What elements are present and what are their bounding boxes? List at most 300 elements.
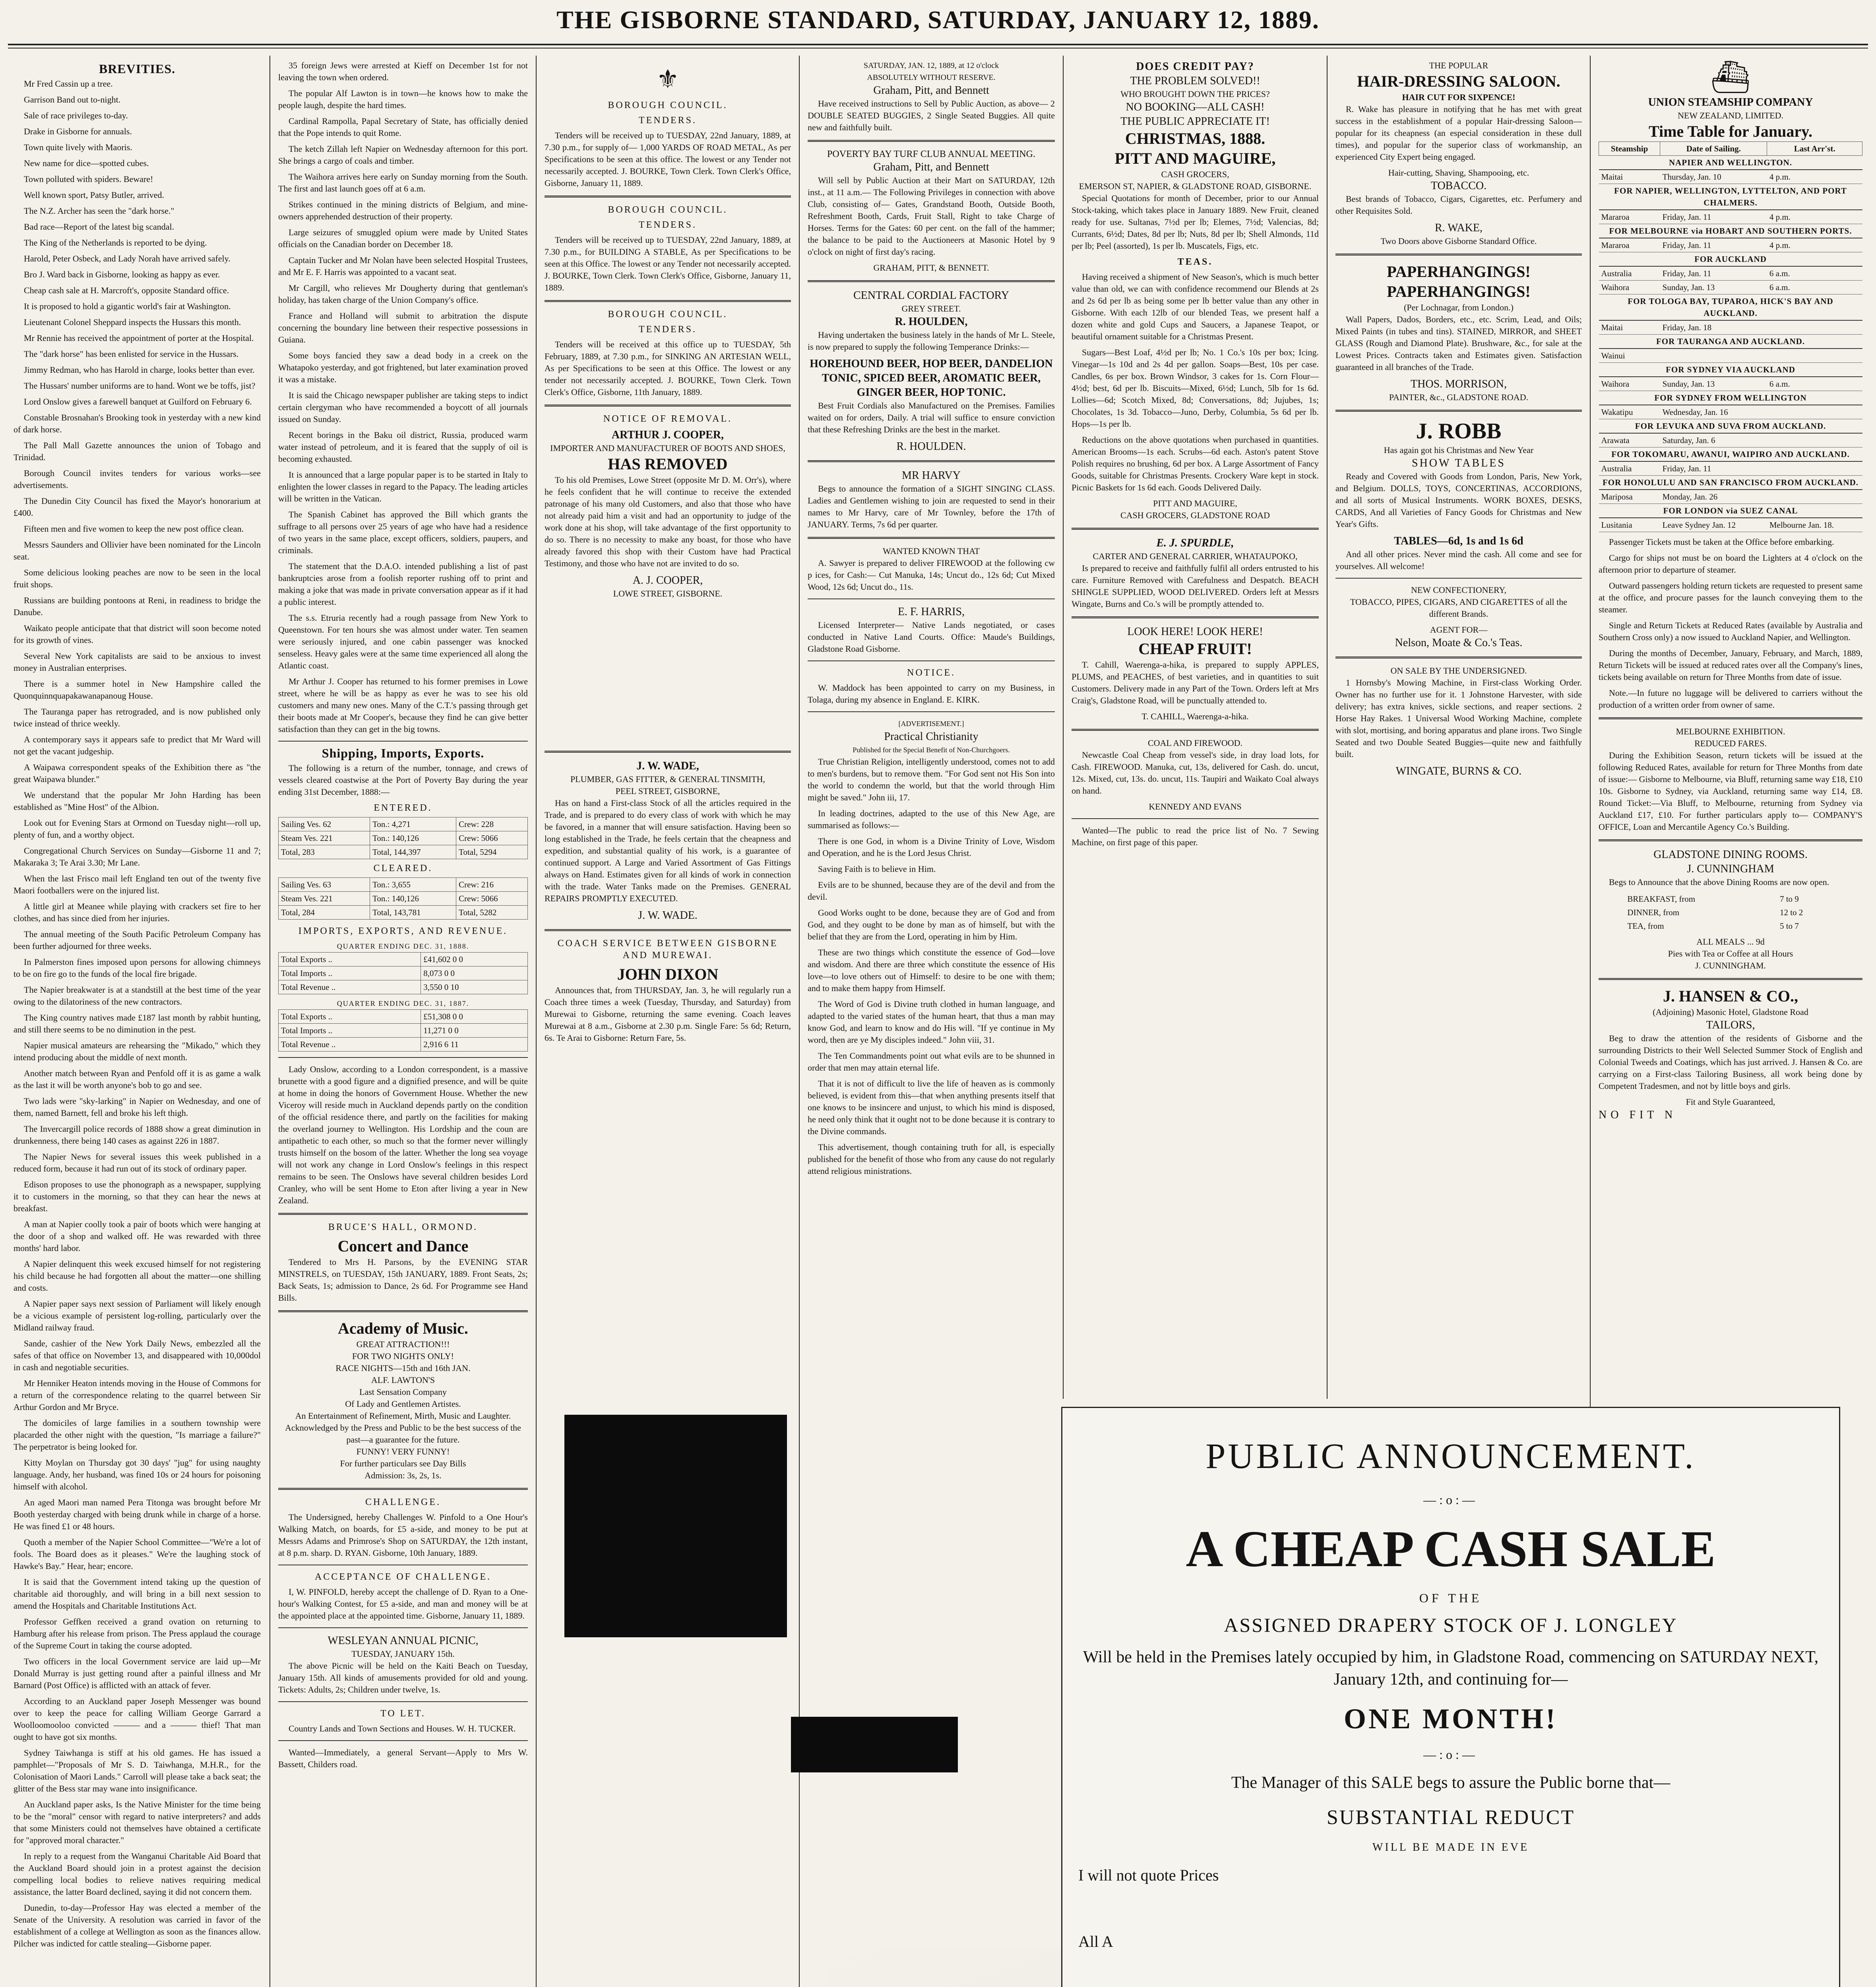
news-paragraph: The Spanish Cabinet has approved the Bill which grants the suffrage to all persons over 25 years of age who have had a residence of two years in the same place, except officers, soldiers, paupers, and criminals.	[278, 509, 528, 555]
news-paragraph: France and Holland will submit to arbitration the dispute concerning the boundary line between their respective possessions in Guiana.	[278, 311, 528, 345]
morrison-address: PAINTER, &c., GLADSTONE ROAD.	[1389, 392, 1529, 402]
divider	[278, 1310, 528, 1312]
cheap-fruit: CHEAP FRUIT!	[1138, 640, 1252, 658]
academy-line: GREAT ATTRACTION!!!	[356, 1339, 450, 1349]
sailing-cell: Lusitania	[1599, 518, 1660, 532]
divider	[808, 537, 1055, 539]
brevity-item: Edison proposes to use the phonograph as a newspaper, supplying it to customers in the morning, so that they can hear the news at breakfast.	[14, 1179, 261, 1213]
table-cell: 11,271 0 0	[421, 1024, 528, 1038]
news-paragraph: It is announced that a large popular paper is to be started in Italy to enlighten the lower classes in regard to the Papacy. The leading articles will be written in the Vatican.	[278, 470, 528, 504]
destination-row	[1599, 447, 1862, 462]
pitt-maguire-body: Special Quotations for month of December, prior to our Annual Stock-taking, which takes place in January 1889. New Fruit, cleaned ready for use. Sultanas, 7½d per lb; Elemes, 7½d; Valencias, 8d; Currants, 6½d; Dates, 8d per lb; Nuts, 8d per lb; Shell Almonds, 11d per lb; Peel (assorted), 1s per lb. Muscatels, Figs, etc.	[1072, 193, 1319, 251]
destination-cell: FOR TOLOGA BAY, TUPAROA, HICK'S BAY AND AUCKLAND.	[1599, 294, 1862, 321]
column-divider	[536, 56, 537, 1987]
destination-cell: FOR MELBOURNE via HOBART AND SOUTHERN PORTS.	[1599, 224, 1862, 238]
table-row	[279, 966, 528, 980]
pitt-maguire-prices: Sugars—Best Loaf, 4½d per lb; No. 1 Co.'s 10s per box; Icing. Vinegar—1s 10d and 2s 4d per gallon. Soaps—Best, 10s per case. Candles, 6s per box. Brown Windsor, 3 cakes for 1s. Corn Flour—4½d; best, 6d per lb. Biscuits—Mixed, 6½d; Lunch, 5lb for 1s 6d. Lollies—6d; Scotch Mixed, 8d; Conversations, 8d; Jujubes, 1s; Chocolates, 1s 3d. Tobacco—Juno, Derby, Columbia, 5s 6d per lb. Hops—1s per lb.	[1072, 347, 1319, 429]
borough-heading: BOROUGH COUNCIL.	[608, 100, 728, 110]
cahill-body: T. Cahill, Waerenga-a-hika, is prepared to supply APPLES, PLUMS, and PEACHES, of best varieties, and in quantities to suit Customers. Delivery made in any Part of the Town. Orders left at Mrs Craig's, Gladstone Road, will be punctually attended to.	[1072, 660, 1319, 705]
robb-show-tables: SHOW TABLES	[1412, 457, 1506, 469]
table-row	[279, 878, 528, 892]
quarter-1887-heading: QUARTER ENDING DEC. 31, 1887.	[337, 999, 469, 1007]
brevity-item: There is a summer hotel in New Hampshire called the Quonquinnquapakawanapanoug House.	[14, 679, 261, 701]
sailing-cell: Friday, Jan. 11	[1660, 461, 1767, 476]
brevity-item: The Invercargill police records of 1888 show a great diminution in drunkenness, there being 140 cases as against 226 in 1887.	[14, 1124, 261, 1146]
table-cell: £41,602 0 0	[421, 953, 528, 966]
sailing-cell	[1660, 349, 1767, 363]
expo-heading: MELBOURNE EXHIBITION.	[1676, 726, 1785, 736]
brevity-item: New name for dice—spotted cubes.	[24, 158, 149, 168]
meal-row	[1625, 892, 1836, 906]
divider	[1335, 410, 1582, 412]
meal-cell: 12 to 2	[1779, 908, 1803, 917]
column-grocers	[1066, 60, 1324, 1403]
pitt-maguire-trade: CASH GROCERS,	[1161, 169, 1229, 179]
robb-body: Has again got his Christmas and New Year	[1384, 445, 1534, 455]
usc-note: During the months of December, January, February, and March, 1889, Return Tickets will be issued at reduced rates over all the Company's lines, tickets being available on return for Three Months from date of issue.	[1599, 648, 1862, 682]
christianity-heading: Practical Christianity	[884, 730, 979, 743]
turf-body: Will sell by Public Auction at their Mart on SATURDAY, 12th inst., at 11 a.m.— The Following Privileges in connection with above Club, consisting of— Gates, Grandstand Booth, Outside Booth, Refreshment Booth, Cards, Fruit Stall, Right to take Charge of Horses. Terms for the Gates: 60 per cent. on the fall of the hammer; the balance to be paid to the Auctioneers at Masonic Hotel by 9 o'clock on night of first day's racing.	[808, 175, 1055, 257]
nelson-teas: Nelson, Moate & Co.'s Teas.	[1395, 637, 1523, 649]
pitt-maguire-sign: PITT AND MAGUIRE,	[1153, 498, 1237, 508]
brevity-item: A contemporary says it appears safe to predict that Mr Ward will not get the vacant judgeship.	[14, 734, 261, 756]
haircut-line: HAIR CUT FOR SIXPENCE!	[1402, 92, 1516, 102]
divider	[1599, 839, 1862, 841]
table-row	[279, 953, 528, 966]
brevity-item: Bad race—Report of the latest big scandal.	[24, 222, 174, 232]
wake-sign: R. WAKE,	[1434, 222, 1483, 234]
academy-line: Admission: 3s, 2s, 1s.	[364, 1470, 442, 1480]
concert-dance-heading: Concert and Dance	[337, 1237, 469, 1255]
brevity-item: It is proposed to hold a gigantic world's fair at Washington.	[24, 301, 231, 311]
table-cell: Total, 283	[279, 845, 370, 859]
onsale-heading: ON SALE BY THE UNDERSIGNED.	[1390, 666, 1527, 676]
brevity-item: Russians are building pontoons at Reni, in readiness to bridge the Danube.	[14, 595, 261, 617]
auction-date: SATURDAY, JAN. 12, 1889, at 12 o'clock	[863, 61, 999, 70]
destination-row	[1599, 335, 1862, 349]
column-divider	[1063, 56, 1064, 1399]
brevity-item: Sale of race privileges to-day.	[24, 110, 128, 120]
brevity-item: Mr Rennie has received the appointment of porter at the Hospital.	[24, 333, 254, 343]
brevity-item: Congregational Church Services on Sunday—Gisborne 11 and 7; Makaraka 3; Te Arai 3.30; Mr Lane.	[14, 846, 261, 868]
christianity-paragraph: True Christian Religion, intelligently understood, comes not to add to men's burdens, but to remove them. "For God sent not His Son into the world to condemn the world, but that the world through Him might be saved." John iii, 17.	[808, 757, 1055, 802]
table-header-cell: Steamship	[1599, 142, 1660, 156]
divider	[808, 660, 1055, 661]
brevity-item: An Auckland paper asks, Is the Native Minister for the time being to be the "moral" censor with regard to native interpreters? and adds that some Ministers could not themselves have obtained a certificate for "approved moral character."	[14, 1799, 261, 1845]
brevity-item: An aged Maori man named Pera Titonga was brought before Mr Booth yesterday charged with being drunk while in charge of a horse. He was fined £1 or 48 hours.	[14, 1497, 261, 1531]
divider	[545, 196, 791, 198]
cooper-body: To his old Premises, Lowe Street (opposite Mr D. M. Orr's), where he feels confident that he will continue to receive the extended patronage of his many old Customers, and also that those who have not already paid him a visit and had an opportunity to judge of the work done at his shop, will take advantage of the first opportunity to do so. There is no necessity to make any boast, for those who have already favored this shop with their Custom have had Practical Testimony, and those who have not are invited to do so.	[545, 475, 791, 568]
sailing-cell: Monday, Jan. 26	[1660, 490, 1767, 504]
destination-cell: FOR NAPIER, WELLINGTON, LYTTELTON, AND PORT CHALMERS.	[1599, 184, 1862, 210]
column-divider	[1327, 56, 1328, 1399]
brevity-item: Waikato people anticipate that that district will soon become noted for its growth of vines.	[14, 623, 261, 645]
meal-row	[1625, 906, 1836, 919]
cordial-address: GREY STREET.	[901, 304, 961, 314]
tolet-heading: TO LET.	[380, 1708, 426, 1719]
divider	[278, 1057, 528, 1058]
brevities-heading: BREVITIES.	[99, 62, 176, 76]
cooper-trade: IMPORTER AND MANUFACTURER OF BOOTS AND SHOES,	[550, 443, 785, 453]
destination-cell: FOR SYDNEY VIA AUCKLAND	[1599, 363, 1862, 377]
brevity-item: Quoth a member of the Napier School Committee—"We're a lot of fools. The Board does as it pleases." We're the laughing stock of Hawke's Bay." Hear, hear; encore.	[14, 1537, 261, 1571]
hansen-name: J. HANSEN & CO.,	[1663, 987, 1798, 1005]
divider	[808, 460, 1055, 462]
onslow-paragraph: Lady Onslow, according to a London correspondent, is a massive brunette with a good figure and a dignified presence, and will be quite at home in doing the honors of Government House. Whether the new Viceroy will reside much in Auckland depends partly on the condition of the official residence there, and partly on the facilities for making the overland journey to Wellington. His Lordship and the coun are antipathetic to each other, so much so that the former never willingly trusts himself on the bosom of the latter. Whether the long sea voyage will not work any change in Lord Onslow's feelings in this respect remains to be seen. The Onslows have several children besides Lord Cranley, who will be sent Home to Eton after living a year in New Zealand.	[278, 1064, 528, 1205]
brevity-item: Bro J. Ward back in Gisborne, looking as happy as ever.	[24, 269, 220, 279]
academy-line: Acknowledged by the Press and Public to be the best success of the past—a guarantee for the future.	[285, 1423, 521, 1445]
table-cell: £51,308 0 0	[421, 1010, 528, 1024]
brevity-item: Several New York capitalists are said to be anxious to invest money in Australian enterprises.	[14, 651, 261, 673]
brevity-item: Town quite lively with Maoris.	[24, 142, 132, 152]
ornament-divider: —:o:—	[1423, 1493, 1478, 1507]
destination-cell: FOR HONOLULU AND SAN FRANCISCO FROM AUCKLAND.	[1599, 476, 1862, 490]
divider	[545, 751, 791, 753]
tolet-body: Country Lands and Town Sections and Houses. W. H. TUCKER.	[289, 1724, 516, 1733]
table-cell: Total, 5294	[456, 845, 528, 859]
news-paragraph: 35 foreign Jews were arrested at Kieff on December 1st for not leaving the town when ordered.	[278, 60, 528, 82]
quarter-1888-heading: QUARTER ENDING DEC. 31, 1888.	[337, 942, 469, 950]
brevity-item: Cheap cash sale at H. Marcroft's, opposite Standard office.	[24, 285, 229, 295]
christianity-paragraph: The Word of God is Divine truth clothed in human language, and adapted to the varied states of the human heart, that thus a man may know God, and learn to know and do His will. "If ye continue in My word, then are ye My disciples indeed." John viii, 31.	[808, 999, 1055, 1045]
christianity-paragraph: This advertisement, though containing truth for all, is especially published for the benefit of those who from any cause do not regularly attend religious ministrations.	[808, 1142, 1055, 1176]
no-fit: NO FIT N	[1599, 1109, 1677, 1121]
coal-sign: KENNEDY AND EVANS	[1149, 802, 1242, 811]
destination-cell: FOR LONDON via SUEZ CANAL	[1599, 504, 1862, 518]
dixon-body: Announces that, from THURSDAY, Jan. 3, he will regularly run a Coach three times a week (Tuesday, Thursday, and Saturday) from Murewai to Gisborne, returning the same evening. Coach leaves Murewai at 8 a.m., Gisborne at 2.30 p.m. Single Fare: 5s 6d; Return, 6s. Te Arai to Gisborne: Return Fare, 5s.	[545, 985, 791, 1043]
usc-title: UNION STEAMSHIP COMPANY	[1648, 96, 1813, 108]
wanted-known-body: A. Sawyer is prepared to deliver FIREWOOD at the following cw p ices, for Cash:— Cut Manuka, 14s; Uncut do., 12s 6d; Cut Mixed Wood, 12s 6d; Uncut do., 11s.	[808, 558, 1055, 592]
news-paragraph: Large seizures of smuggled opium were made by United States officials on the Canadian border on December 18.	[278, 227, 528, 249]
news-paragraph: The popular Alf Lawton is in town—he knows how to make the people laugh, despite the hard times.	[278, 88, 528, 110]
ornament-divider: —:o:—	[1423, 1747, 1478, 1762]
news-paragraph: It is said the Chicago newspaper publisher are taking steps to indict certain clergyman who have recommended a boycott of all journals issued on Sunday.	[278, 390, 528, 424]
sailing-cell	[1767, 433, 1862, 447]
sailing-cell: 4 p.m.	[1767, 210, 1862, 224]
cheap-cash-sale-heading: A CHEAP CASH SALE	[1186, 1520, 1716, 1578]
news-paragraph: The s.s. Etruria recently had a rough passage from New York to Queenstown. For ten hours she was almost under water. Ten seamen were seriously injured, and one cabin passenger was knocked senseless. Heavy gales were at the same time experienced all along the Atlantic coast.	[278, 613, 528, 670]
sailing-cell: Maitai	[1599, 320, 1660, 335]
paperhangings-source: (Per Lochnagar, from London.)	[1404, 302, 1514, 312]
brevity-item: A Napier paper says next session of Parliament will likely enough be a vicious example of persistent log-rolling, particularly over the Midland railway fraud.	[14, 1299, 261, 1332]
ire-heading: IMPORTS, EXPORTS, AND REVENUE.	[298, 926, 508, 936]
brevity-item: Dunedin, to-day—Professor Hay was elected a member of the Senate of the University. A resolution was carried in favor of the establishment of a college at Wellington as soon as the finances allow. Pilcher was indicted for cattle stealing—Gisborne paper.	[14, 1903, 261, 1948]
table-cell: Sailing Ves. 62	[279, 817, 370, 831]
houlden-name: R. HOULDEN,	[895, 316, 968, 328]
quote-prices: I will not quote Prices	[1078, 1866, 1219, 1884]
sailing-row	[1599, 266, 1862, 281]
challenge-body: The Undersigned, hereby Challenges W. Pinfold to a One Hour's Walking Match, on boards, for £5 a-side, and money to be put at Messrs Adams and Primrose's Shop on SATURDAY, the 12th instant, at 8 p.m. sharp. D. RYAN. Gisborne, 10th January, 1889.	[278, 1512, 528, 1558]
table-cell: Total, 144,397	[370, 845, 456, 859]
news-paragraph: The Waihora arrives here early on Sunday morning from the South. The first and last launch goes off at 6 a.m.	[278, 172, 528, 194]
robb-more: Ready and Covered with Goods from London, Paris, New York, and Belgium. DOLLS, TOYS, CONCERTINAS, ACCORDIONS, and all sorts of Musical Instruments. WORK BOXES, DESKS, CARDS, And all Varieties of Fancy Goods for Christmas and New Year's Gifts.	[1335, 471, 1582, 529]
hansen-address: (Adjoining) Masonic Hotel, Gladstone Road	[1653, 1007, 1808, 1017]
tender-artesian-well: Tenders will be received at this office up to TUESDAY, 5th February, 1889, at 7.30 p.m., for SINKING AN ARTESIAN WELL, As per Specifications to be seen at this Office. The lowest or any tender not necessarily accepted. J. BOURKE, Town Clerk. Town Clerk's Office, Gisborne, 11th January, 1889.	[545, 339, 791, 397]
brevity-item: The Pall Mall Gazette announces the union of Tobago and Trinidad.	[14, 440, 261, 462]
destination-cell: NAPIER AND WELLINGTON.	[1599, 156, 1862, 170]
news-paragraph: The ketch Zillah left Napier on Wednesday afternoon for this port. She brings a cargo of coals and timber.	[278, 144, 528, 166]
usc-notes	[1599, 536, 1862, 711]
ink-blot	[564, 1415, 787, 1637]
brevity-item: The annual meeting of the South Pacific Petroleum Company has been further adjourned for three weeks.	[14, 929, 261, 951]
sailing-row	[1599, 490, 1862, 504]
sailing-cell	[1767, 405, 1862, 419]
brevity-item: Garrison Band out to-night.	[24, 95, 121, 105]
news-paragraph: Recent borings in the Baku oil district, Russia, produced warm water instead of petroleum, and it is feared that the supply of oil is becoming exhausted.	[278, 430, 528, 464]
will-be-made: WILL BE MADE IN EVE	[1372, 1841, 1529, 1853]
brevity-item: In Palmerston fines imposed upon persons for allowing chimneys to be on fire go to the funds of the local fire brigade.	[14, 957, 261, 979]
auction-absolutely: ABSOLUTELY WITHOUT RESERVE.	[867, 73, 996, 82]
news-paragraph: Mr Arthur J. Cooper has returned to his former premises in Lowe street, where he will be as happy as ever he was to see his old customers and many new ones. Many of the C.T.'s passing through get their boots made at Mr Cooper's, because they find he can give better satisfaction than they can get in the big towns.	[278, 676, 528, 734]
destination-row	[1599, 156, 1862, 170]
borough-heading: BOROUGH COUNCIL.	[608, 309, 728, 320]
cooper-address: LOWE STREET, GISBORNE.	[613, 589, 723, 598]
meal-times	[1625, 892, 1836, 933]
sailing-cell: 4 p.m.	[1767, 170, 1862, 184]
borough-heading: BOROUGH COUNCIL.	[608, 205, 728, 215]
meal-cell: BREAKFAST, from	[1627, 894, 1696, 904]
divider	[1335, 657, 1582, 658]
onsale-body: 1 Hornsby's Mowing Machine, in First-class Working Order. Owner has no further use for it. 1 Johnstone Harvester, with side delivery; has extra knives, sickle sections, and reaper sections. 2 Horse Hay Rakes. 1 Universal Wood Working Machine, complete with slot, mortising, and boring apparatus and plane irons. Two Single Seated and two Double Seated Buggies—quite new and faithfully built.	[1335, 678, 1582, 759]
brevity-item: Two officers in the local Government service are laid up—Mr Donald Murray is just getting round after a painful illness and Mr Barnard (Post Office) is afflicted with an attack of fever.	[14, 1656, 261, 1690]
gpb-heading: Graham, Pitt, and Bennett	[873, 84, 989, 97]
table-cell: Total, 284	[279, 906, 370, 920]
usc-note: Cargo for ships not must be on board the Lighters at 4 o'clock on the afternoon prior to departure of steamer.	[1599, 553, 1862, 575]
destination-row	[1599, 419, 1862, 434]
table-cell: Total Exports ..	[279, 1010, 421, 1024]
pitt-maguire-sign-address: CASH GROCERS, GLADSTONE ROAD	[1120, 510, 1270, 520]
table-cell: Ton.: 3,655	[370, 878, 456, 892]
divider	[545, 929, 791, 931]
tender-stable: Tenders will be received up to TUESDAY, 22nd January, 1889, at 7.30 p.m., for BUILDING A STABLE, As per Specifications to be seen at this Office. The lowest or any Tender not necessarily accepted. J. BOURKE, Town Clerk. Town Clerk's Office, Gisborne, January 11, 1889.	[545, 235, 791, 292]
destination-row	[1599, 224, 1862, 238]
table-row	[279, 831, 528, 845]
destination-cell: FOR TAURANGA AND AUCKLAND.	[1599, 335, 1862, 349]
academy-line: An Entertainment of Refinement, Mirth, Music and Laughter.	[295, 1411, 511, 1421]
hansen-body: Beg to draw the attention of the residents of Gisborne and the surrounding Districts to their Well Selected Summer Stock of English and Colonial Tweeds and Coatings, which has just arrived. J. Hansen & Co. are carrying on a First-class Tailoring Business, all work being done by Competent Tradesmen, and not by little boys and girls.	[1599, 1033, 1862, 1091]
brevity-item: The Dunedin City Council has fixed the Mayor's honorarium at £400.	[14, 496, 261, 518]
column-divider	[269, 56, 270, 1987]
robb-welcome: And all other prices. Never mind the cash. All come and see for yourselves. All welcome!	[1335, 549, 1582, 571]
table-cell: Crew: 5066	[456, 831, 528, 845]
sailing-row	[1599, 349, 1862, 363]
brevity-item: The King country natives made £187 last month by rabbit hunting, and still there seems to be no diminution in the pest.	[14, 1013, 261, 1034]
no-booking: NO BOOKING—ALL CASH!	[1126, 101, 1265, 113]
sailing-cell: Australia	[1599, 266, 1660, 281]
wanted-servant: Wanted—Immediately, a general Servant—Apply to Mrs W. Bassett, Childers road.	[278, 1747, 528, 1769]
cahill-sign: T. CAHILL, Waerenga-a-hika.	[1141, 711, 1249, 721]
brevity-item: The N.Z. Archer has seen the "dark horse."	[24, 206, 174, 216]
pitt-maguire-more: Reductions on the above quotations when purchased in quantities. American Brooms—1s each. Scrubs—6d each. Aston's patent Stove Polish requires no brushing, 6d per box. A Large Assortment of Fancy Goods, suitable for Christmas Presents. Crockery Ware kept in stock. Picnic Baskets for 1s 6d each. Goods Delivered Daily.	[1072, 435, 1319, 492]
table-cell: Total Exports ..	[279, 953, 421, 966]
destination-row	[1599, 252, 1862, 267]
tobacco-heading: TOBACCO.	[1430, 180, 1487, 192]
sailing-cell: Melbourne Jan. 18.	[1767, 518, 1862, 532]
cordial-heading: CENTRAL CORDIAL FACTORY	[853, 289, 1010, 302]
academy-line: Last Sensation Company	[359, 1387, 447, 1397]
sailing-timetable	[1599, 141, 1862, 532]
bruce-hall-heading: BRUCE'S HALL, ORMOND.	[328, 1222, 478, 1232]
wingate-sign: WINGATE, BURNS & CO.	[1395, 765, 1522, 777]
sailing-cell	[1767, 349, 1862, 363]
usc-note: Outward passengers holding return tickets are requested to present same at the office, and procure passes for the launch conveying them to the steamer.	[1599, 581, 1862, 614]
table-row	[279, 980, 528, 994]
torn-paper-area	[827, 1947, 1073, 1987]
meal-cell: 7 to 9	[1779, 894, 1799, 904]
destination-row	[1599, 363, 1862, 377]
column-auctions	[802, 60, 1060, 1987]
sailing-row	[1599, 433, 1862, 447]
look-here: LOOK HERE! LOOK HERE!	[1127, 626, 1263, 638]
wade-address: PEEL STREET, GISBORNE,	[615, 786, 720, 796]
brevity-item: Look out for Evening Stars at Ormond on Tuesday night—roll up, plenty of fun, and a worthy object.	[14, 818, 261, 840]
sailing-cell: Wednesday, Jan. 16	[1660, 405, 1767, 419]
sailing-cell: 6 a.m.	[1767, 266, 1862, 281]
brevity-item: Some delicious looking peaches are now to be seen in the local fruit shops.	[14, 567, 261, 589]
academy-lines	[278, 1338, 528, 1482]
sailing-cell: Mararoa	[1599, 238, 1660, 252]
sailing-row	[1599, 281, 1862, 294]
dining-heading: GLADSTONE DINING ROOMS.	[1653, 848, 1808, 861]
cunningham-body: Begs to Announce that the above Dining Rooms are now open.	[1609, 877, 1829, 887]
brevity-item: The Hussars' number uniforms are to hand. Wont we be toffs, jist?	[24, 381, 256, 391]
table-row	[279, 817, 528, 831]
picnic-heading: WESLEYAN ANNUAL PICNIC,	[328, 1635, 479, 1647]
robb-tables-prices: TABLES—6d, 1s and 1s 6d	[1394, 535, 1523, 547]
brevity-item: Mr Fred Cassin up a tree.	[24, 79, 113, 89]
assigned-stock-line: ASSIGNED DRAPERY STOCK OF J. LONGLEY	[1224, 1614, 1678, 1636]
morrison-name: THOS. MORRISON,	[1411, 378, 1507, 390]
christianity-paragraph: Saving Faith is to believe in Him.	[818, 864, 936, 874]
notice-heading: NOTICE.	[907, 668, 955, 678]
table-row	[279, 845, 528, 859]
academy-heading: Academy of Music.	[338, 1319, 468, 1337]
sailing-row	[1599, 518, 1862, 532]
sailing-cell: Saturday, Jan. 6	[1660, 433, 1767, 447]
brevity-item: The Tauranga paper has retrograded, and is now published only twice instead of thrice weekly.	[14, 707, 261, 728]
tenders-heading: TENDERS.	[639, 115, 697, 126]
table-row	[279, 1024, 528, 1038]
shipping-intro: The following is a return of the number, tonnage, and crews of vessels cleared coastwise at the Port of Poverty Bay during the year ending 31st December, 1888:—	[278, 763, 528, 797]
brevity-item: The domiciles of large families in a southern township were placarded the other night with the question, "Is marriage a failure?" The perpetrator is being looked for.	[14, 1418, 261, 1452]
christianity-paragraph: These are two things which constitute the essence of God—love and wisdom. And there are three which constitute the essence of His love—to love others out of Himself: to desire to be one with them; and to make them happy from Himself.	[808, 947, 1055, 993]
sailing-cell: 6 a.m.	[1767, 281, 1862, 294]
destination-row	[1599, 504, 1862, 518]
usc-note: Note.—In future no luggage will be delivered to carriers without the production of a written order from owner of same.	[1599, 688, 1862, 710]
table-cell: 2,916 6 11	[421, 1038, 528, 1052]
table-row	[279, 892, 528, 906]
sailing-cell	[1767, 320, 1862, 335]
brevity-item: The Napier News for several issues this week published in a reduced form, because it had run out of its stock of ordinary paper.	[14, 1152, 261, 1174]
divider	[278, 1627, 528, 1628]
divider	[808, 598, 1055, 599]
sailing-row	[1599, 210, 1862, 224]
picnic-date: TUESDAY, JANUARY 15th.	[351, 1649, 455, 1659]
wade-name: J. W. WADE,	[636, 760, 699, 772]
brevity-item: Drake in Gisborne for annuals.	[24, 126, 132, 136]
table-cell: Sailing Ves. 63	[279, 878, 370, 892]
gpb-heading: Graham, Pitt, and Bennett	[873, 161, 989, 173]
christianity-paragraph: Good Works ought to be done, because they are of God and from God, and they ought to be done by man as of himself, but with the belief that they are from the Lord, operating in him by Him.	[808, 908, 1055, 941]
cunningham-name: J. CUNNINGHAM	[1687, 863, 1774, 875]
saloon-heading: HAIR-DRESSING SALOON.	[1357, 72, 1560, 90]
news-paragraph: Captain Tucker and Mr Nolan have been selected Hospital Trustees, and Mr E. F. Harris was appointed to a vacant seat.	[278, 255, 528, 277]
table-cell: Crew: 216	[456, 878, 528, 892]
wake-tobacco: Best brands of Tobacco, Cigars, Cigarettes, etc. Perfumery and other Requisites Sold.	[1335, 194, 1582, 216]
destination-cell: FOR AUCKLAND	[1599, 252, 1862, 267]
confectionery-body: TOBACCO, PIPES, CIGARS, AND CIGARETTES of all the different Brands.	[1350, 597, 1567, 619]
divider	[1335, 254, 1582, 256]
entered-table	[278, 817, 528, 859]
divider	[278, 1740, 528, 1741]
cordial-body: Having undertaken the business lately in the hands of Mr L. Steele, is now prepared to supply the following Temperance Drinks:—	[808, 330, 1055, 352]
destination-row	[1599, 476, 1862, 490]
cooper-removed: HAS REMOVED	[608, 455, 728, 473]
cleared-table	[278, 877, 528, 920]
spurdle-body: Is prepared to receive and faithfully fulfil all orders entrusted to his care. Furniture Removed with Carefulness and Despatch. BEACH SHINGLE SUPPLIED, WOOD DELIVERED. Orders left at Messrs Wingate, Burns and Co.'s will be promptly attended to.	[1072, 563, 1319, 609]
sailing-cell: Waihora	[1599, 281, 1660, 294]
acceptance-heading: ACCEPTANCE OF CHALLENGE.	[314, 1572, 492, 1582]
table-cell: Total Revenue ..	[279, 1038, 421, 1052]
coach-heading: COACH SERVICE BETWEEN GISBORNE AND MUREWAI.	[557, 938, 778, 961]
sailing-cell	[1767, 461, 1862, 476]
usc-note: Single and Return Tickets at Reduced Rates (available by Australia and Southern Cross only) a now issued to Auckland Napier, and Wellington.	[1599, 620, 1862, 642]
brevity-item: Jimmy Redman, who has Harold in charge, looks better than ever.	[24, 365, 255, 375]
problem-solved: THE PROBLEM SOLVED!!	[1130, 75, 1260, 87]
public-appreciate: THE PUBLIC APPRECIATE IT!	[1120, 115, 1270, 128]
teas-heading: TEAS.	[1177, 257, 1213, 267]
harvey-heading: MR HARVY	[902, 469, 961, 482]
news-paragraph: Some boys fancied they saw a dead body in a creek on the Whatapoko yesterday, and got frightened, but later examination proved it was a mistake.	[278, 351, 528, 384]
sailing-cell: Friday, Jan. 11	[1660, 266, 1767, 281]
brevity-item: Sydney Taiwhanga is stiff at his old games. He has issued a pamphlet—"Proposals of Mr S. D. Taiwhanga, M.H.R., for the Colonisation of Maori Lands." Carroll will please take a back seat; the glitter of the Bess star may wane into insignificance.	[14, 1748, 261, 1793]
table-cell: Ton.: 4,271	[370, 817, 456, 831]
brevity-item: Kitty Moylan on Thursday got 30 days' "jug" for using naughty language. Andy, her husband, was fined 10s or 24 hours for poisoning himself with alcohol.	[14, 1458, 261, 1491]
brevity-item: Professor Geffken received a grand ovation on returning to Hamburg after his release from prison. The Press applaud the courage of the Supreme Court in taking the course adopted.	[14, 1617, 261, 1650]
academy-line: ALF. LAWTON'S	[371, 1375, 435, 1385]
sailing-cell: Wakatipu	[1599, 405, 1660, 419]
fit-style: Fit and Style Guaranteed,	[1686, 1097, 1775, 1107]
divider	[278, 1213, 528, 1215]
coal-heading: COAL AND FIREWOOD.	[1147, 738, 1243, 748]
buggies-body: Have received instructions to Sell by Public Auction, as above— 2 DOUBLE SEATED BUGGIES, 2 Single Seated Buggies. All quite new and faithfully built.	[808, 99, 1055, 132]
table-row	[279, 1038, 528, 1052]
brevity-item: Another match between Ryan and Penfold off it is as game a walk as the last it will be worth anyone's bob to go and see.	[14, 1068, 261, 1090]
table-header-cell: Date of Sailing.	[1660, 142, 1767, 156]
wanted-known-heading: WANTED KNOWN THAT	[883, 546, 980, 556]
cooper-name: ARTHUR J. COOPER,	[611, 429, 724, 441]
table-row	[279, 906, 528, 920]
sailing-cell: 6 a.m.	[1767, 377, 1862, 391]
divider	[545, 405, 791, 407]
column-saloon-and-shops	[1330, 60, 1587, 1403]
academy-line: For further particulars see Day Bills	[340, 1458, 466, 1468]
sailing-cell: Maitai	[1599, 170, 1660, 184]
destination-cell: FOR LEVUKA AND SUVA FROM AUCKLAND.	[1599, 419, 1862, 434]
table-cell: 8,073 0 0	[421, 966, 528, 980]
brevity-item: Lieutenant Colonel Sheppard inspects the Hussars this month.	[24, 317, 241, 327]
table-cell: Steam Ves. 221	[279, 892, 370, 906]
sailing-cell: Thursday, Jan. 10	[1660, 170, 1767, 184]
academy-line: Of Lady and Gentlemen Artistes.	[345, 1399, 461, 1409]
meal-cell: 5 to 7	[1779, 921, 1799, 931]
brevity-item: Sande, cashier of the New York Daily News, embezzled all the safes of that office on November 13, and disappeared with 10,000dol in cash and negotiable securities.	[14, 1338, 261, 1372]
brevity-item: Mr Henniker Heaton intends moving in the House of Commons for a return of the correspondence relating to the quarrel between Sir Arthur Gordon and Mr Bryce.	[14, 1378, 261, 1412]
christianity-paragraph: There is one God, in whom is a Divine Trinity of Love, Wisdom and Operation, and he is the Lord Jesus Christ.	[808, 836, 1055, 858]
table-cell: Total, 5282	[456, 906, 528, 920]
news-paragraphs	[278, 60, 528, 735]
brevity-item: We understand that the popular Mr John Harding has been established as "Mine Host" of the Albion.	[14, 790, 261, 812]
